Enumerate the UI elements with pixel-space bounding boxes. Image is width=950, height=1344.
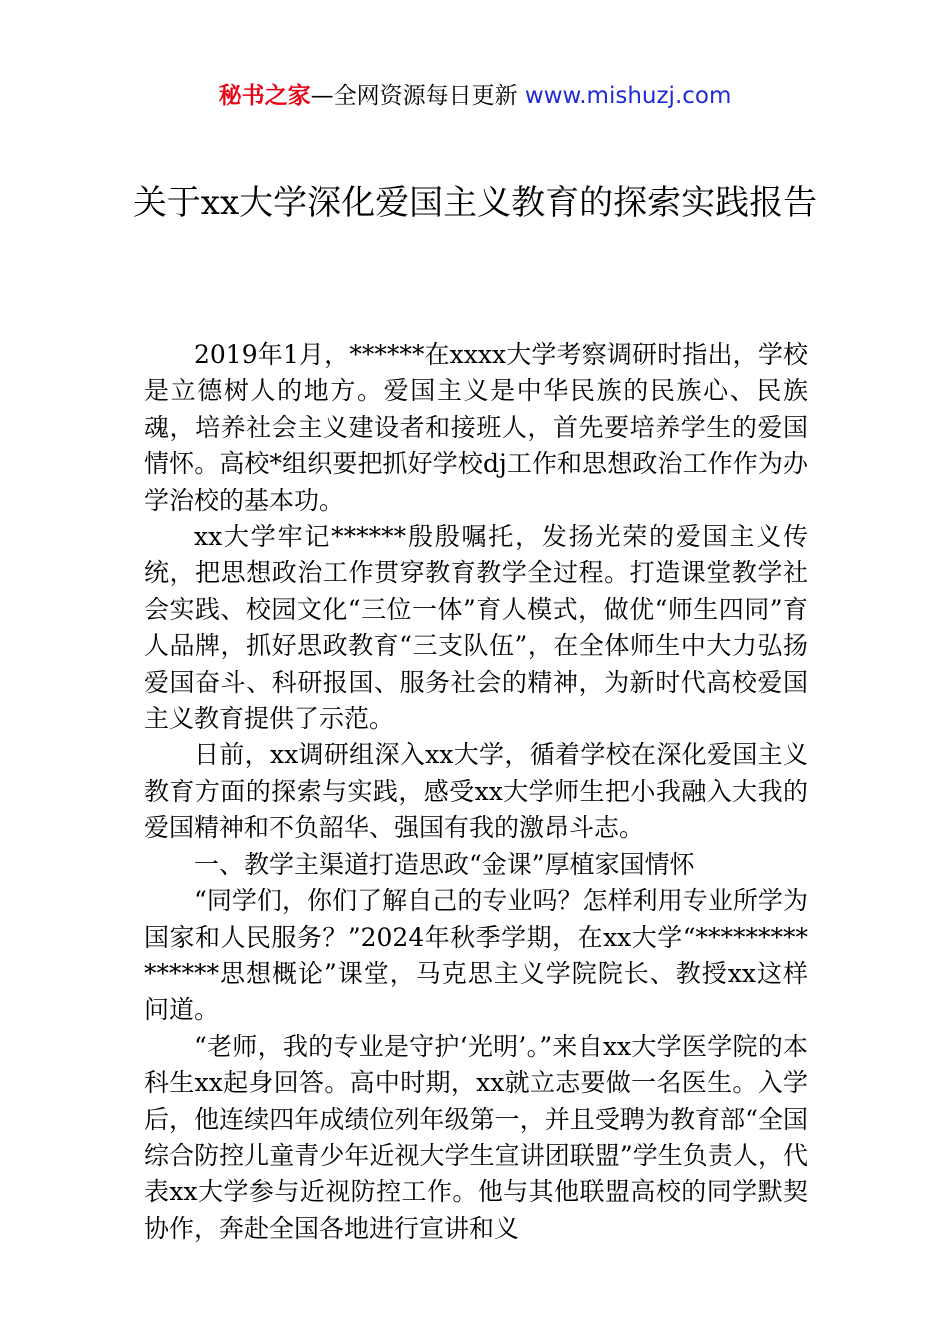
document-title: 关于xx大学深化爱国主义教育的探索实践报告: [132, 183, 818, 223]
document-body: [144, 337, 808, 1247]
paragraph: 2019年1月，******在xxxx大学考察调研时指出，学校是立德树人的地方。爱国主义是中华民族的民族心、民族魂，培养社会主义建设者和接班人，首先要培养学生的爱国情怀。高校*组织要把抓好学校dj工作和思想政治工作作为办学治校的基本功。: [144, 340, 808, 515]
site-brand: 秘书之家: [218, 83, 311, 109]
site-url-link[interactable]: www.mishuzj.com: [524, 83, 732, 109]
section-heading: 一、教学主渠道打造思政“金课”厚植家国情怀: [194, 849, 695, 879]
site-tagline: —全网资源每日更新: [310, 83, 525, 109]
paragraph: xx大学牢记******殷殷嘱托，发扬光荣的爱国主义传统，把思想政治工作贯穿教育教学全过程。打造课堂教学社会实践、校园文化“三位一体”育人模式，做优“师生四同”育人品牌，抓好思政教育“三支队伍”，在全体师生中大力弘扬爱国奋斗、科研报国、服务社会的精神，为新时代高校爱国主义教育提供了示范。: [144, 522, 808, 734]
paragraph: “老师，我的专业是守护‘光明’。”来自xx大学医学院的本科生xx起身回答。高中时期，xx就立志要做一名医生。入学后，他连续四年成绩位列年级第一，并且受聘为教育部“全国综合防控儿童青少年近视大学生宣讲团联盟”学生负责人，代表xx大学参与近视防控工作。他与其他联盟高校的同学默契协作，奔赴全国各地进行宣讲和义: [144, 1031, 808, 1243]
paragraph: 日前，xx调研组深入xx大学，循着学校在深化爱国主义教育方面的探索与实践，感受xx大学师生把小我融入大我的爱国精神和不负韶华、强国有我的激昂斗志。: [144, 740, 808, 843]
site-header: [0, 80, 950, 112]
paragraph: “同学们，你们了解自己的专业吗？怎样利用专业所学为国家和人民服务？”2024年秋季学期，在xx大学“***************思想概论”课堂，马克思主义学院院长、教授xx这样问道。: [144, 886, 808, 1025]
